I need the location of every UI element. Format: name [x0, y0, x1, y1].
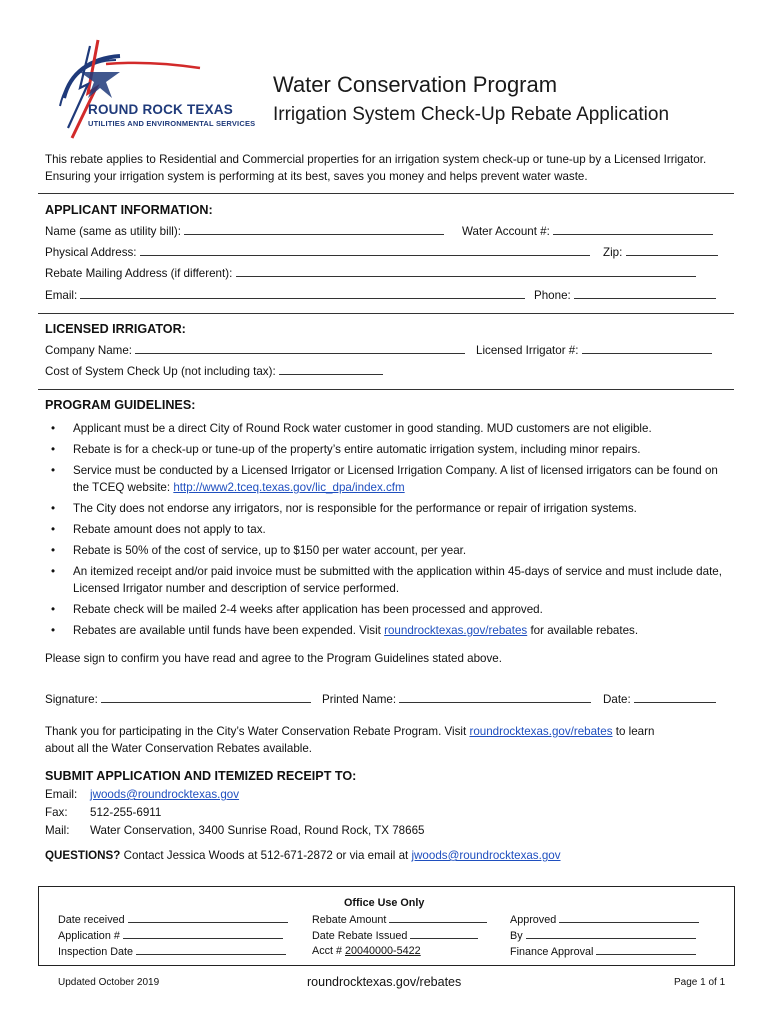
office-label: Rebate Amount [312, 914, 387, 926]
printed-name-blank[interactable] [399, 692, 591, 703]
submit-heading: SUBMIT APPLICATION AND ITEMIZED RECEIPT TO: [45, 769, 357, 783]
page-title: Water Conservation Program [273, 72, 558, 97]
company-field[interactable] [45, 343, 465, 357]
date-label: Date: [603, 693, 631, 706]
email-blank[interactable] [80, 288, 525, 299]
mailing-field[interactable] [45, 266, 696, 280]
tceq-link[interactable]: http://www2.tceq.texas.gov/lic_dpa/index.cfm [173, 481, 405, 494]
footer-url: roundrocktexas.gov/rebates [307, 975, 462, 989]
printed-name-label: Printed Name: [322, 693, 397, 706]
submit-mail-value: Water Conservation, 3400 Sunrise Road, Round Rock, TX 78665 [90, 824, 425, 837]
office-blank[interactable] [596, 945, 696, 955]
zip-field[interactable] [603, 245, 718, 259]
guideline-item: • Applicant must be a direct City of Round Rock water customer in good standing. MUD customers are not eligible. [45, 420, 735, 437]
intro-text: This rebate applies to Residential and Commercial properties for an irrigation system check-up or tune-up by a Licensed Irrigator. Ensuring your irrigation system is performing at its best, saves you money and helps prevent water waste. [45, 153, 707, 183]
questions-email-link[interactable]: jwoods@roundrocktexas.gov [411, 849, 561, 862]
license-field[interactable] [476, 343, 712, 357]
office-blank[interactable] [123, 929, 283, 939]
phone-blank[interactable] [574, 288, 716, 299]
divider [38, 313, 734, 314]
office-label: Date Rebate Issued [312, 930, 408, 942]
phone-field[interactable] [534, 288, 716, 302]
submit-mail-label: Mail: [45, 824, 70, 837]
name-label: Name (same as utility bill): [45, 225, 181, 238]
guideline-item: • Rebate is for a check-up or tune-up of the property’s entire automatic irrigation system, including minor repairs. [45, 441, 735, 458]
office-field[interactable] [510, 945, 696, 958]
office-field[interactable] [510, 913, 699, 926]
address-label: Physical Address: [45, 246, 137, 259]
divider [38, 193, 734, 194]
office-field[interactable] [312, 929, 478, 942]
submit-email-link[interactable]: jwoods@roundrocktexas.gov [90, 788, 240, 801]
guideline-item [45, 462, 735, 496]
signature-blank[interactable] [101, 692, 311, 703]
office-label: Approved [510, 914, 557, 926]
guideline-item: • The City does not endorse any irrigators, nor is responsible for the performance or repair of irrigation systems. [45, 500, 735, 517]
office-blank[interactable] [410, 929, 478, 939]
questions-label: QUESTIONS? [45, 849, 121, 862]
office-blank[interactable] [136, 945, 286, 955]
thanks-before: Thank you for participating in the City’s Water Conservation Rebate Program. Visit [45, 725, 467, 738]
office-label: Acct # [312, 945, 343, 957]
printed-name-field[interactable] [322, 692, 591, 706]
date-blank[interactable] [634, 692, 716, 703]
divider [38, 389, 734, 390]
submit-fax-value: 512-255-6911 [90, 806, 162, 819]
logo-subtext: UTILITIES AND ENVIRONMENTAL SERVICES [88, 119, 256, 128]
page-subtitle: Irrigation System Check-Up Rebate Application [273, 104, 670, 125]
name-field[interactable] [45, 224, 444, 238]
office-blank[interactable] [559, 913, 699, 923]
cost-blank[interactable] [279, 364, 383, 375]
guideline-item: • Rebate check will be mailed 2-4 weeks after application has been processed and approved. [45, 601, 735, 618]
thanks-after: to learn [615, 725, 655, 738]
account-label: Water Account #: [462, 225, 550, 238]
office-blank[interactable] [128, 913, 288, 923]
guideline-item: • Rebate amount does not apply to tax. [45, 521, 735, 538]
license-label: Licensed Irrigator #: [476, 344, 579, 357]
guideline-item: • An itemized receipt and/or paid invoice must be submitted with the application within 45-days of service and must include date, Licensed Irrigator number and description of service performed. [45, 563, 735, 597]
footer-updated: Updated October 2019 [58, 977, 160, 988]
office-field[interactable] [58, 945, 286, 958]
email-label: Email: [45, 289, 78, 302]
thanks-text-2: about all the Water Conservation Rebates available. [45, 742, 313, 755]
office-label: Date received [58, 914, 125, 926]
office-field[interactable] [510, 929, 696, 942]
footer-page: Page 1 of 1 [674, 977, 726, 988]
submit-fax-label: Fax: [45, 806, 68, 819]
company-label: Company Name: [45, 344, 132, 357]
office-field [312, 945, 421, 957]
guideline-suffix: for available rebates. [530, 624, 639, 637]
office-blank[interactable] [389, 913, 487, 923]
address-field[interactable] [45, 245, 590, 259]
office-label: Finance Approval [510, 946, 594, 958]
rebates-link[interactable]: roundrocktexas.gov/rebates [384, 624, 528, 637]
email-field[interactable] [45, 288, 525, 302]
rebates-link[interactable]: roundrocktexas.gov/rebates [469, 725, 613, 738]
account-field[interactable] [462, 224, 713, 238]
license-blank[interactable] [582, 343, 712, 354]
office-field[interactable] [58, 913, 288, 926]
guideline-item [45, 622, 735, 639]
office-blank[interactable] [526, 929, 696, 939]
thanks-text [45, 725, 654, 738]
office-field[interactable] [58, 929, 283, 942]
guideline-text: Service must be conducted by a Licensed Irrigator or Licensed Irrigation Company. A list of licensed irrigators can be found on the TCEQ website: [73, 464, 718, 494]
office-field[interactable] [312, 913, 487, 926]
guideline-item: • Rebate is 50% of the cost of service, up to $150 per water account, per year. [45, 542, 735, 559]
zip-blank[interactable] [626, 245, 718, 256]
office-label: Application # [58, 930, 120, 942]
irrigator-heading: LICENSED IRRIGATOR: [45, 322, 186, 336]
signature-field[interactable] [45, 692, 311, 706]
acct-value: 20040000-5422 [345, 945, 421, 957]
logo-text: ROUND ROCK TEXAS [88, 102, 233, 117]
confirm-text: Please sign to confirm you have read and agree to the Program Guidelines stated above. [45, 652, 502, 665]
phone-label: Phone: [534, 289, 571, 302]
office-label: Inspection Date [58, 946, 134, 958]
mailing-blank[interactable] [236, 266, 696, 277]
account-blank[interactable] [553, 224, 713, 235]
guideline-text: Rebates are available until funds have been expended. Visit [73, 624, 381, 637]
guidelines-heading: PROGRAM GUIDELINES: [45, 398, 196, 412]
questions-line [45, 849, 561, 862]
mailing-label: Rebate Mailing Address (if different): [45, 267, 233, 280]
zip-label: Zip: [603, 246, 623, 259]
questions-text: Contact Jessica Woods at 512-671-2872 or via email at [123, 849, 409, 862]
cost-label: Cost of System Check Up (not including tax): [45, 365, 276, 378]
guidelines-list [45, 420, 735, 643]
submit-email-label: Email: [45, 788, 78, 801]
date-field[interactable] [603, 692, 716, 706]
applicant-heading: APPLICANT INFORMATION: [45, 203, 213, 217]
signature-label: Signature: [45, 693, 98, 706]
office-use-title: Office Use Only [344, 897, 425, 909]
office-label: By [510, 930, 523, 942]
cost-field[interactable] [45, 364, 383, 378]
address-blank[interactable] [140, 245, 590, 256]
company-blank[interactable] [135, 343, 465, 354]
name-blank[interactable] [184, 224, 444, 235]
